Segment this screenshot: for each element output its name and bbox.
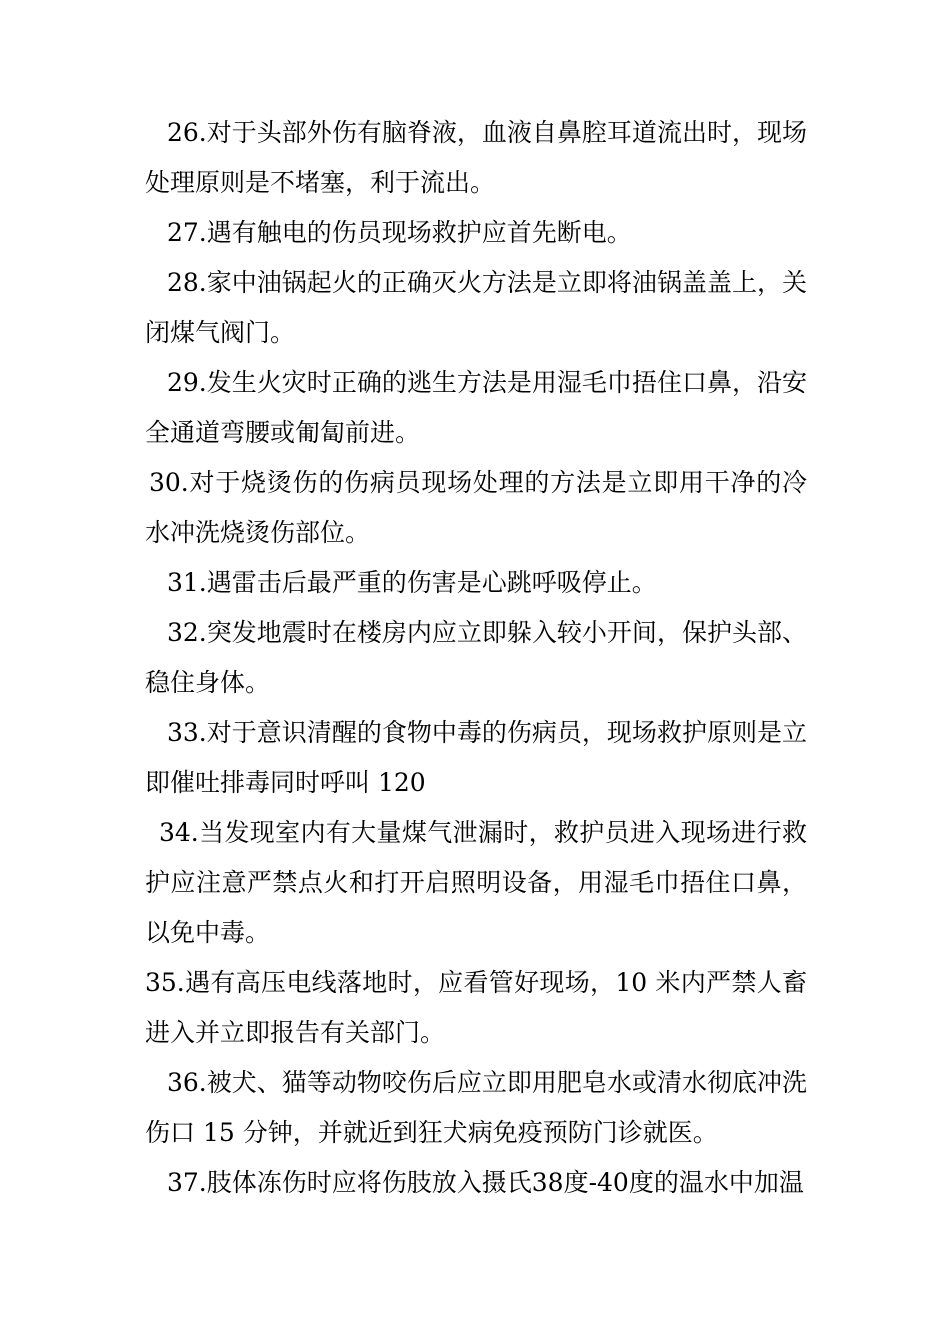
paragraph-36: 36.被犬、猫等动物咬伤后应立即用肥皂水或清水彻底冲洗伤口 15 分钟，并就近到狂犬病免疫预防门诊就医。 bbox=[145, 1068, 807, 1147]
paragraph-34: 34.当发现室内有大量煤气泄漏时，救护员进入现场进行救护应注意严禁点火和打开启照明设备，用湿毛巾捂住口鼻，以免中毒。 bbox=[145, 818, 807, 947]
paragraph-32: 32.突发地震时在楼房内应立即躲入较小开间，保护头部、稳住身体。 bbox=[145, 618, 807, 697]
paragraph-30: 30.对于烧烫伤的伤病员现场处理的方法是立即用干净的冷水冲洗烧烫伤部位。 bbox=[145, 468, 807, 547]
paragraph-29: 29.发生火灾时正确的逃生方法是用湿毛巾捂住口鼻，沿安全通道弯腰或匍匐前进。 bbox=[145, 368, 807, 447]
paragraph-35: 35.遇有高压电线落地时，应看管好现场，10 米内严禁人畜进入并立即报告有关部门。 bbox=[145, 968, 807, 1047]
document-body bbox=[145, 108, 807, 1208]
paragraph-26: 26.对于头部外伤有脑脊液，血液自鼻腔耳道流出时，现场处理原则是不堵塞，利于流出。 bbox=[145, 118, 807, 197]
paragraph-31: 31.遇雷击后最严重的伤害是心跳呼吸停止。 bbox=[167, 568, 657, 597]
paragraph-28: 28.家中油锅起火的正确灭火方法是立即将油锅盖盖上，关闭煤气阀门。 bbox=[145, 268, 807, 347]
paragraph-33: 33.对于意识清醒的食物中毒的伤病员，现场救护原则是立即催吐排毒同时呼叫 120 bbox=[145, 718, 807, 797]
paragraph-27: 27.遇有触电的伤员现场救护应首先断电。 bbox=[167, 218, 632, 247]
paragraph-37: 37.肢体冻伤时应将伤肢放入摄氏38度-40度的温水中加温 bbox=[167, 1168, 804, 1197]
